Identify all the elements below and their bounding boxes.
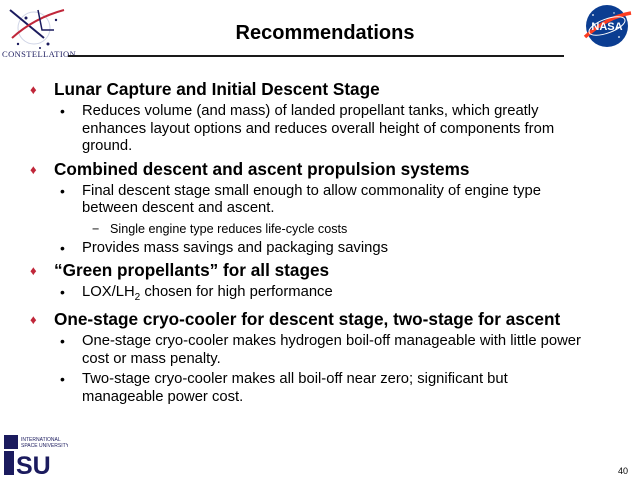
dot-bullet-icon: • — [60, 284, 65, 300]
diamond-bullet-icon: ♦ — [30, 82, 37, 97]
sub-bullet-text: Final descent stage small enough to allow commonality of engine type between descent and ascent. — [82, 182, 541, 216]
subscript-two: 2 — [134, 291, 141, 303]
nasa-text: NASA — [591, 21, 623, 33]
sub-bullet — [28, 284, 592, 306]
isu-line2: SPACE UNIVERSITY — [21, 443, 68, 449]
dot-bullet-icon: • — [60, 182, 65, 199]
page-number: 40 — [617, 466, 628, 476]
bullet-combined-propulsion — [28, 159, 618, 180]
sub-bullet-text: Two-stage cryo-cooler makes all boil-off near zero; significant but manageable power cost. — [82, 371, 508, 405]
diamond-bullet-icon: ♦ — [30, 263, 37, 278]
sub-bullet-text: Provides mass savings and packaging savings — [82, 239, 388, 256]
dot-bullet-icon: • — [60, 371, 65, 388]
bullet-text: Lunar Capture and Initial Descent Stage — [54, 79, 380, 99]
sub-bullet — [28, 333, 592, 368]
dot-bullet-icon: • — [60, 333, 65, 350]
bullet-text: “Green propellants” for all stages — [54, 260, 330, 280]
nasa-meatball-icon — [581, 3, 633, 49]
constellation-wordmark: CONSTELLATION — [2, 49, 77, 59]
diamond-bullet-icon: ♦ — [30, 161, 37, 177]
sub-bullet-text-post: chosen for high performance — [140, 284, 333, 300]
sub-bullet-text-pre: LOX/LH — [82, 284, 135, 300]
bullet-text: One-stage cryo-cooler for descent stage, two-stage for ascent — [54, 309, 561, 330]
slide-title: Recommendations — [235, 22, 415, 44]
sub-bullet — [28, 103, 592, 156]
sub-bullet — [28, 240, 592, 258]
dot-bullet-icon: • — [60, 239, 65, 256]
sub-bullet-text: Reduces volume (and mass) of landed propellant tanks, which greatly enhances layout options and reduces overall height of components from ground. — [82, 103, 555, 154]
title-divider — [68, 55, 564, 57]
dot-bullet-icon: • — [60, 103, 65, 119]
diamond-bullet-icon: ♦ — [30, 312, 37, 328]
sub-sub-bullet-text: Single engine type reduces life-cycle costs — [110, 221, 348, 236]
isu-emblem-icon — [4, 433, 68, 477]
constellation-star-icon — [4, 4, 72, 54]
sub-bullet-text: One-stage cryo-cooler makes hydrogen boil-off manageable with little power cost or mass penalty. — [82, 333, 581, 367]
sub-sub-bullet — [28, 221, 618, 237]
sub-bullet — [28, 371, 592, 406]
bullet-text: Combined descent and ascent propulsion systems — [54, 158, 470, 179]
isu-logo — [4, 433, 68, 477]
bullet-lunar-capture — [28, 79, 618, 100]
dash-bullet-icon: − — [92, 221, 100, 236]
nasa-logo — [581, 3, 633, 49]
slide-content — [28, 76, 618, 406]
isu-line1: INTERNATIONAL — [21, 437, 61, 443]
bullet-cryo-cooler — [28, 309, 618, 330]
sub-bullet — [28, 183, 592, 218]
bullet-green-propellants — [28, 260, 618, 281]
isu-mark: SU — [16, 452, 51, 477]
